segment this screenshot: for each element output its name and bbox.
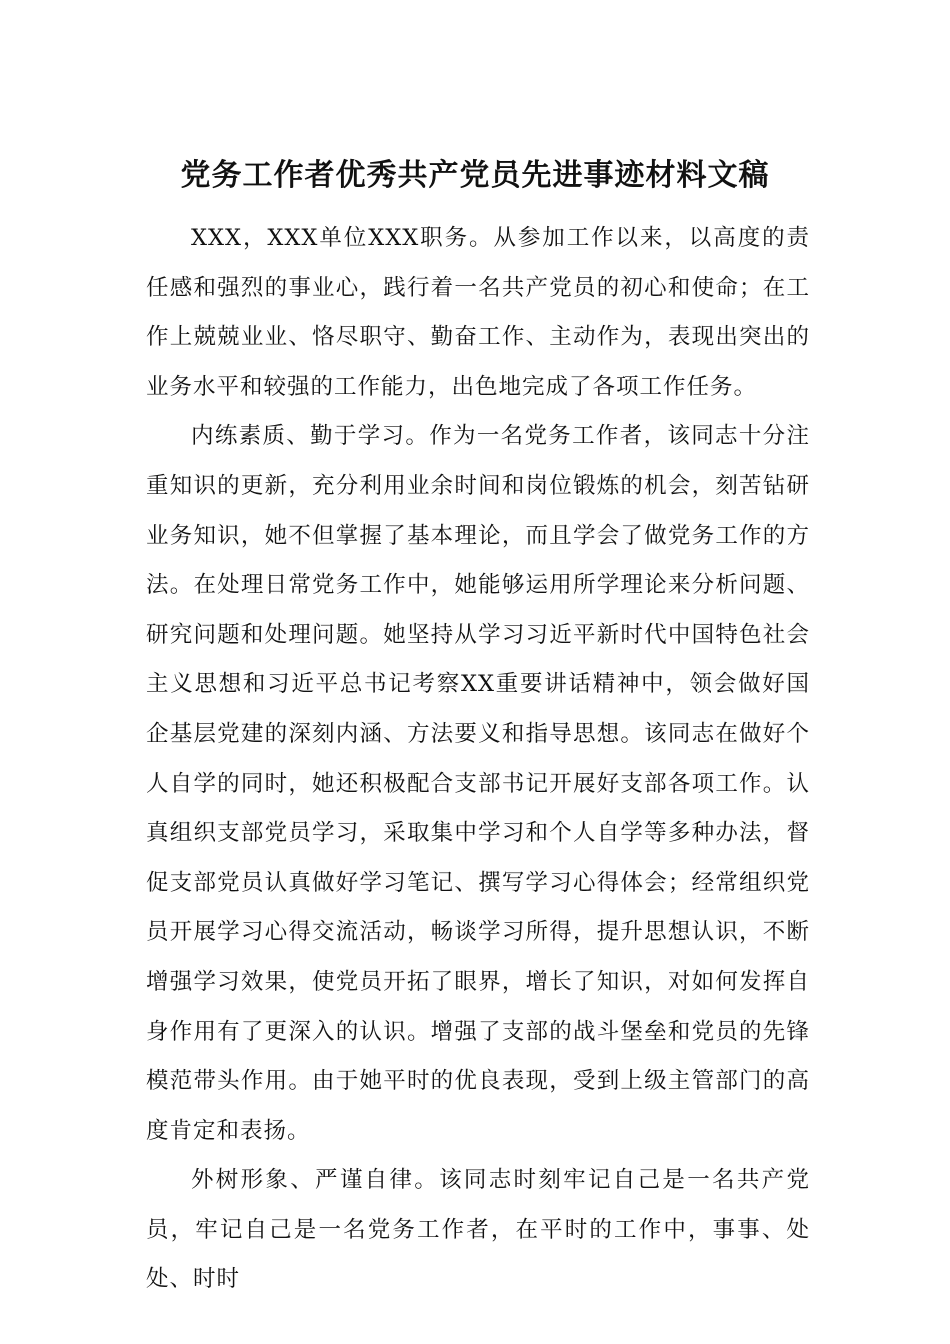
paragraph-study: 内练素质、勤于学习。作为一名党务工作者，该同志十分注重知识的更新，充分利用业余时间和岗位锻炼的机会，刻苦钻研业务知识，她不但掌握了基本理论，而且学会了做党务工作的方法。在处理日常党务工作中，她能够运用所学理论来分析问题、研究问题和处理问题。她坚持从学习习近平新时代中国特色社会主义思想和习近平总书记考察XX重要讲话精神中，领会做好国企基层党建的深刻内涵、方法要义和指导思想。该同志在做好个人自学的同时，她还积极配合支部书记开展好支部各项工作。认真组织支部党员学习，采取集中学习和个人自学等多种办法，督促支部党员认真做好学习笔记、撰写学习心得体会；经常组织党员开展学习心得交流活动，畅谈学习所得，提升思想认识，不断增强学习效果，使党员开拓了眼界，增长了知识，对如何发挥自身作用有了更深入的认识。增强了支部的战斗堡垒和党员的先锋模范带头作用。由于她平时的优良表现，受到上级主管部门的高度肯定和表扬。 [146,423,810,1144]
document-title: 党务工作者优秀共产党员先进事迹材料文稿 [180,158,770,193]
document-body [146,214,810,1305]
paragraph-intro: XXX，XXX单位XXX职务。从参加工作以来，以高度的责任感和强烈的事业心，践行着一名共产党员的初心和使命；在工作上兢兢业业、恪尽职守、勤奋工作、主动作为，表现出突出的业务水平和较强的工作能力，出色地完成了各项工作任务。 [146,225,810,400]
paragraph-discipline: 外树形象、严谨自律。该同志时刻牢记自己是一名共产党员，牢记自己是一名党务工作者，在平时的工作中，事事、处处、时时 [146,1167,810,1293]
